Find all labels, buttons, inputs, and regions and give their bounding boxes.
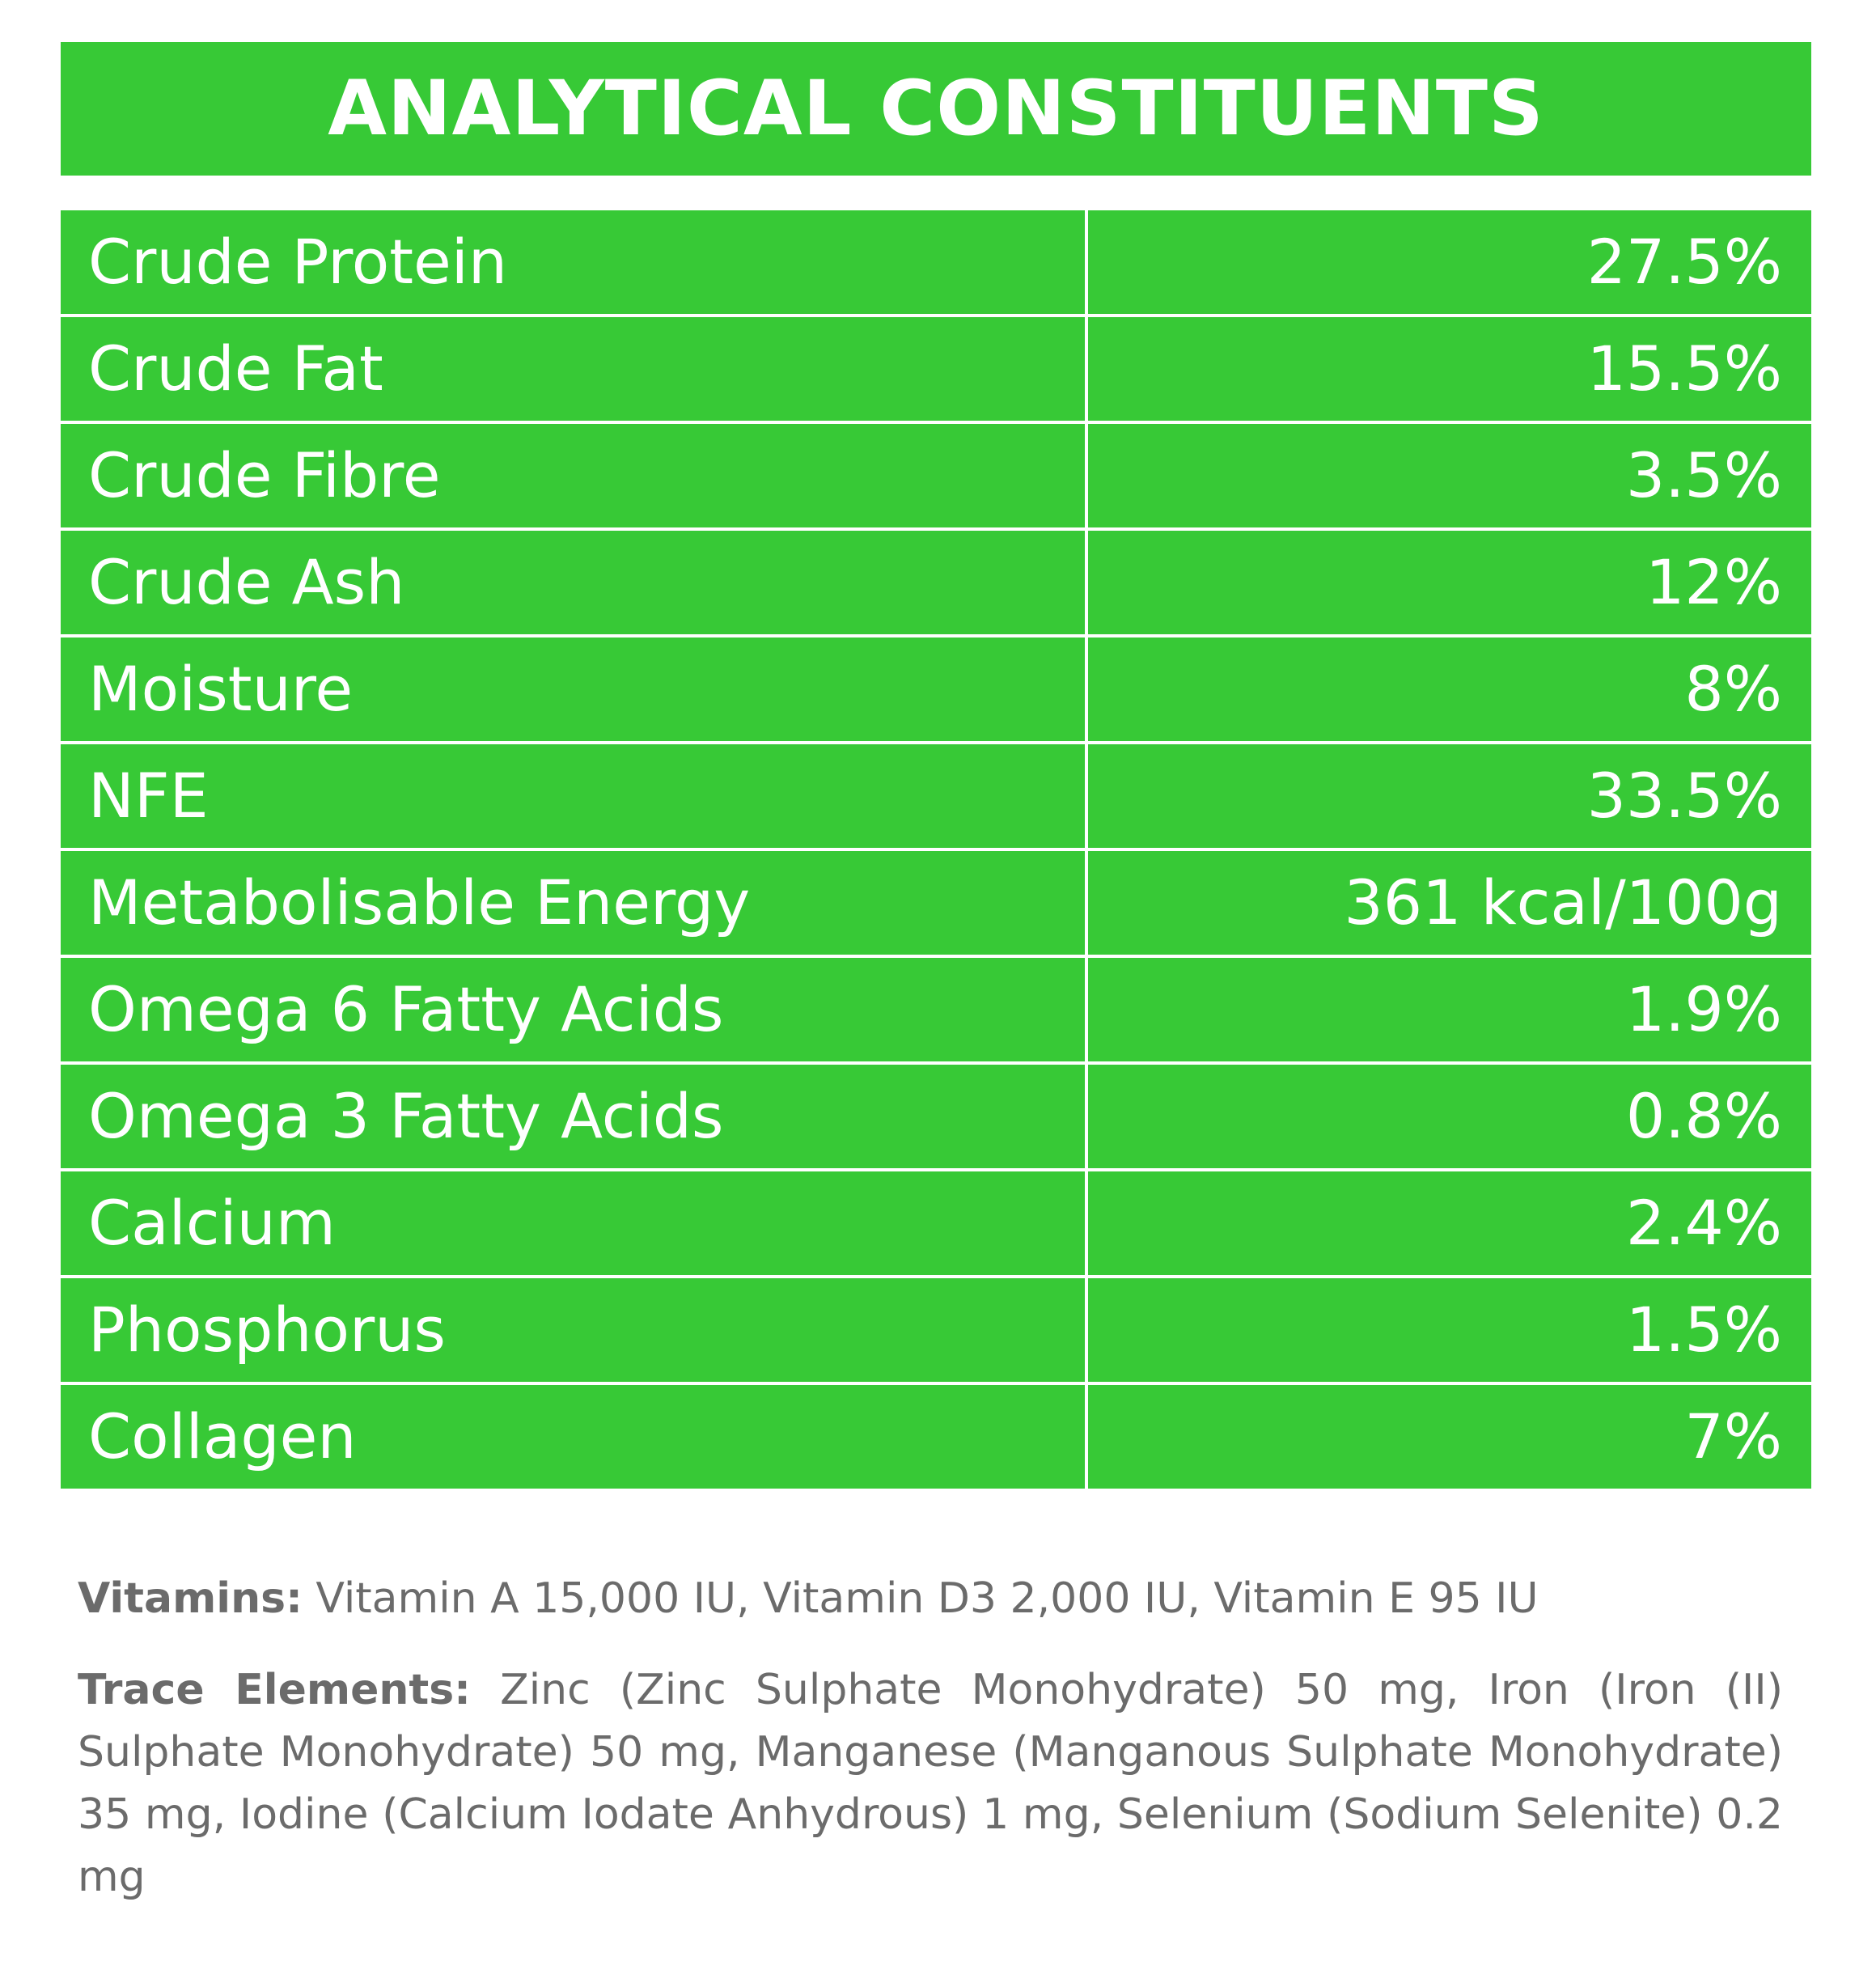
notes-section <box>78 1568 1783 1908</box>
row-value: 27.5% <box>1088 210 1811 314</box>
vitamins-paragraph <box>78 1568 1783 1630</box>
table-row <box>61 851 1811 955</box>
trace-elements-text: Zinc (Zinc Sulphate Monohydrate) 50 mg, Iron (Iron (II) Sulphate Monohydrate) 50 mg, Manganese (Manganous Sulphate Monohydrate) 35 mg, Iodine (Calcium Iodate Anhydrous) 1 mg, Selenium (Sodium Selenite) 0.2 mg <box>78 1666 1784 1901</box>
vitamins-text: Vitamin A 15,000 IU, Vitamin D3 2,000 IU, Vitamin E 95 IU <box>302 1574 1539 1623</box>
table-row <box>61 1278 1811 1382</box>
table-row <box>61 210 1811 314</box>
row-value: 1.5% <box>1088 1278 1811 1382</box>
table-row <box>61 744 1811 848</box>
title-bar <box>61 42 1811 176</box>
row-label: Collagen <box>61 1385 1085 1489</box>
constituents-table <box>61 210 1811 1489</box>
table-row <box>61 317 1811 421</box>
row-value: 7% <box>1088 1385 1811 1489</box>
row-label: Crude Protein <box>61 210 1085 314</box>
row-value: 12% <box>1088 531 1811 634</box>
row-label: Omega 6 Fatty Acids <box>61 958 1085 1061</box>
vitamins-heading: Vitamins: <box>78 1574 303 1623</box>
row-label: Moisture <box>61 638 1085 741</box>
row-value: 2.4% <box>1088 1171 1811 1275</box>
row-value: 8% <box>1088 638 1811 741</box>
row-value: 33.5% <box>1088 744 1811 848</box>
row-label: Metabolisable Energy <box>61 851 1085 955</box>
row-label: NFE <box>61 744 1085 848</box>
page-title: ANALYTICAL CONSTITUENTS <box>328 64 1544 153</box>
table-row <box>61 1171 1811 1275</box>
row-label: Crude Ash <box>61 531 1085 634</box>
trace-elements-paragraph <box>78 1659 1783 1908</box>
row-label: Crude Fibre <box>61 424 1085 527</box>
row-label: Phosphorus <box>61 1278 1085 1382</box>
row-value: 0.8% <box>1088 1065 1811 1168</box>
table-row <box>61 1385 1811 1489</box>
table-row <box>61 424 1811 527</box>
row-value: 15.5% <box>1088 317 1811 421</box>
row-value: 1.9% <box>1088 958 1811 1061</box>
row-label: Crude Fat <box>61 317 1085 421</box>
trace-elements-heading: Trace Elements: <box>78 1666 471 1714</box>
row-value: 3.5% <box>1088 424 1811 527</box>
row-label: Calcium <box>61 1171 1085 1275</box>
table-row <box>61 531 1811 634</box>
row-label: Omega 3 Fatty Acids <box>61 1065 1085 1168</box>
row-value: 361 kcal/100g <box>1088 851 1811 955</box>
table-row <box>61 1065 1811 1168</box>
table-row <box>61 958 1811 1061</box>
table-row <box>61 638 1811 741</box>
